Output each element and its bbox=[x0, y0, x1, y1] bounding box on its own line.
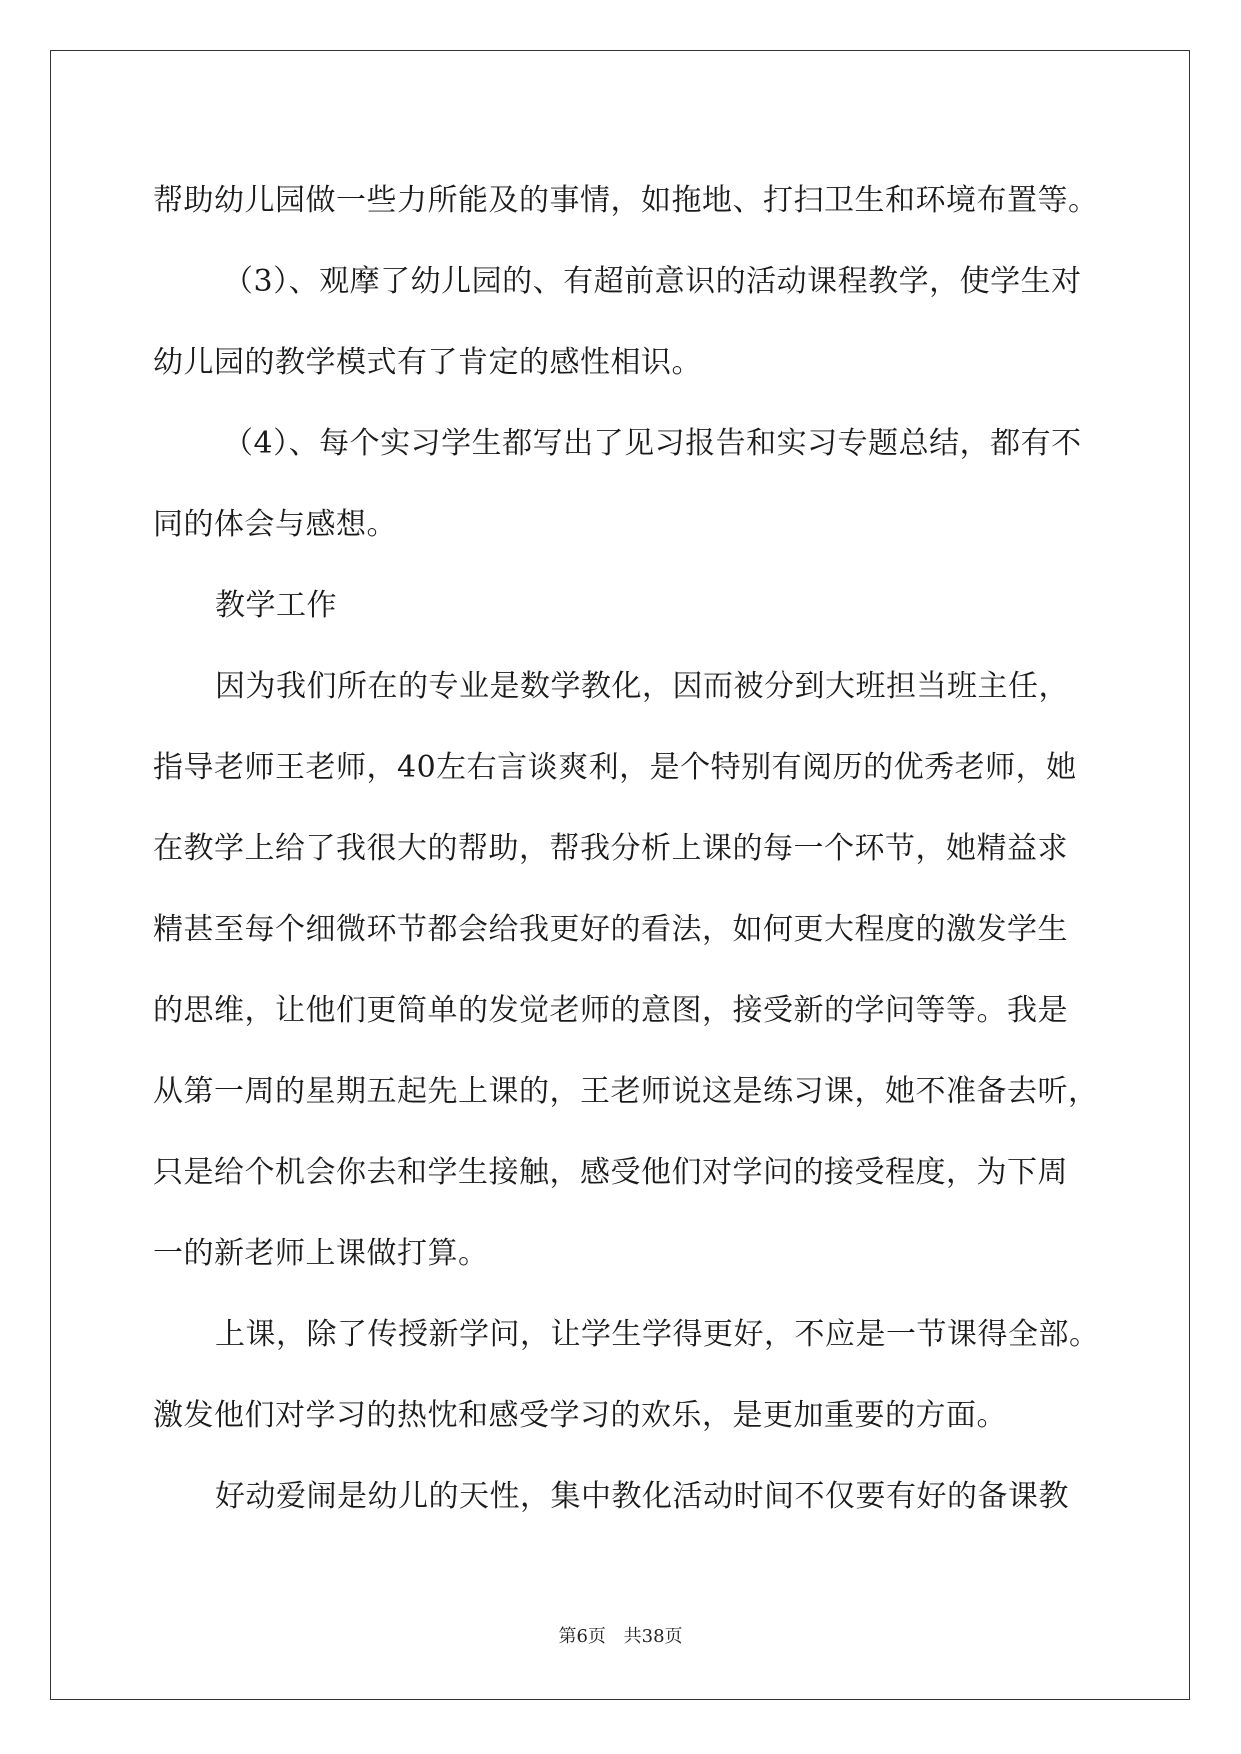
document-body bbox=[153, 160, 1100, 1537]
section-heading: 教学工作 bbox=[215, 588, 337, 623]
text-line: 精甚至每个细微环节都会给我更好的看法，如何更大程度的激发学生 bbox=[153, 912, 1068, 947]
text-line: 帮助幼儿园做一些力所能及的事情，如拖地、打扫卫生和环境布置等。 bbox=[153, 183, 1099, 218]
text-line: （3）、观摩了幼儿园的、有超前意识的活动课程教学，使学生对 bbox=[223, 264, 1082, 299]
text-line: 激发他们对学习的热忱和感受学习的欢乐，是更加重要的方面。 bbox=[153, 1398, 1007, 1433]
text-line: 只是给个机会你去和学生接触，感受他们对学问的接受程度，为下周 bbox=[153, 1155, 1068, 1190]
text-line: 上课，除了传授新学问，让学生学得更好，不应是一节课得全部。 bbox=[215, 1317, 1100, 1352]
text-line: 指导老师王老师，40左右言谈爽利，是个特别有阅历的优秀老师，她 bbox=[153, 750, 1077, 785]
text-line: 幼儿园的教学模式有了肯定的感性相识。 bbox=[153, 345, 702, 380]
text-line: 的思维，让他们更简单的发觉老师的意图，接受新的学问等等。我是 bbox=[153, 993, 1068, 1028]
text-line: 在教学上给了我很大的帮助，帮我分析上课的每一个环节，她精益求 bbox=[153, 831, 1068, 866]
text-line: 一的新老师上课做打算。 bbox=[153, 1236, 489, 1271]
text-line: （4）、每个实习学生都写出了见习报告和实习专题总结，都有不 bbox=[223, 426, 1082, 461]
page-number: 第6页 bbox=[558, 1626, 606, 1647]
page-footer bbox=[0, 1622, 1241, 1648]
text-line: 从第一周的星期五起先上课的，王老师说这是练习课，她不准备去听， bbox=[153, 1074, 1099, 1109]
total-pages: 共38页 bbox=[623, 1626, 683, 1647]
text-line: 同的体会与感想。 bbox=[153, 507, 397, 542]
text-line: 因为我们所在的专业是数学教化，因而被分到大班担当班主任， bbox=[215, 669, 1069, 704]
text-line: 好动爱闹是幼儿的天性，集中教化活动时间不仅要有好的备课教 bbox=[215, 1479, 1069, 1514]
